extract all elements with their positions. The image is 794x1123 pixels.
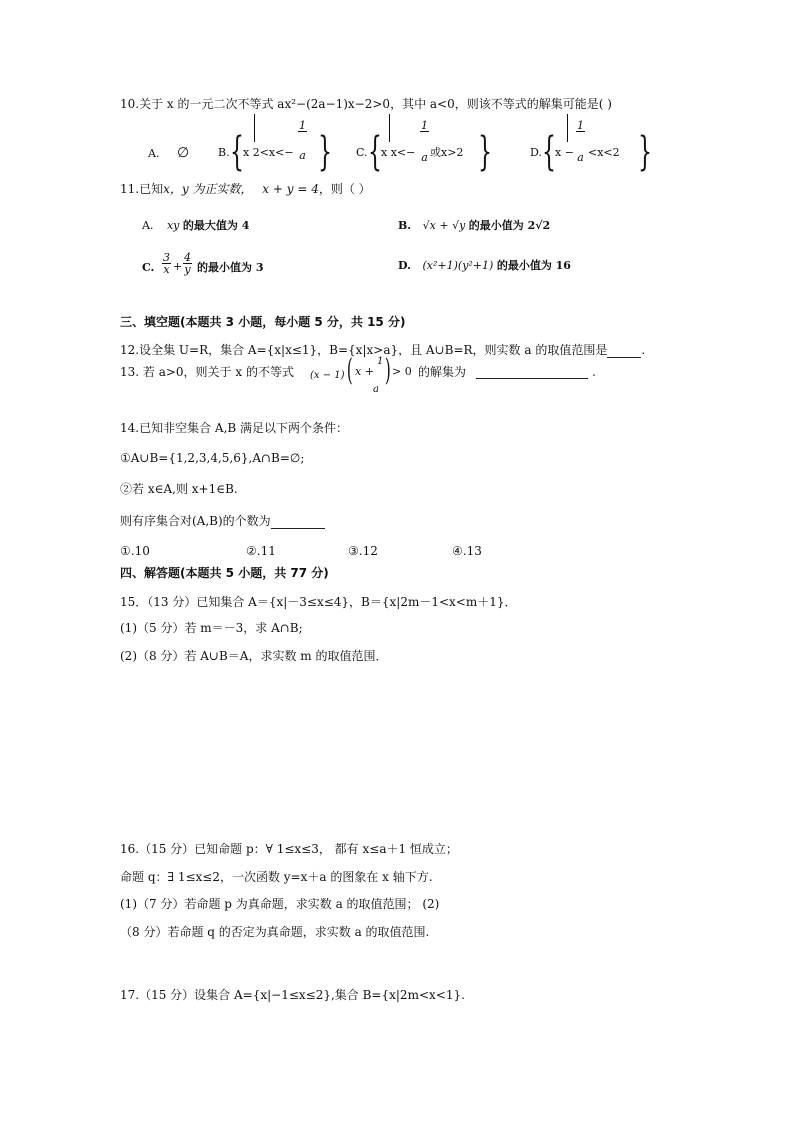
set-bar <box>254 114 255 142</box>
q14-condition-2: ②若 x∈A,则 x+1∈B. <box>120 482 238 496</box>
right-brace-icon: } <box>478 129 492 175</box>
q16-line-4: （8 分）若命题 q 的否定为真命题，求实数 a 的取值范围. <box>120 925 430 939</box>
q14-condition-1: ①A∪B={1,2,3,4,5,6},A∩B=∅; <box>120 451 305 465</box>
q10-stem: 10.关于 x 的一元二次不等式 ax²−(2a−1)x−2>0，其中 a<0，则该不等式的解集可能是( ) <box>120 97 612 111</box>
left-brace-icon: { <box>368 129 382 175</box>
q14-stem: 14.已知非空集合 A,B 满足以下两个条件： <box>120 421 349 435</box>
q11-option-b[interactable]: B. √x + √y 的最小值为 2√2 <box>398 219 551 232</box>
q11-option-d[interactable]: D. (x²+1)(y²+1) 的最小值为 16 <box>398 259 571 272</box>
left-brace-icon: { <box>230 129 244 175</box>
q15-stem: 15．（13 分）已知集合 A＝{x|－3≤x≤4}，B＝{x|2m－1<x<m＋1}． <box>120 595 517 609</box>
q15-part-2: (2)（8 分）若 A∪B＝A，求实数 m 的取值范围． <box>120 649 388 663</box>
q14-choice-2[interactable]: ②.11 <box>246 544 276 558</box>
section-4-heading: 四、解答题(本题共 5 小题，共 77 分) <box>120 566 329 580</box>
q17: 17.（15 分）设集合 A={x|−1≤x≤2},集合 B={x|2m<x<1}. <box>120 988 465 1002</box>
answer-blank[interactable] <box>607 345 641 358</box>
q16-line-3: (1)（7 分）若命题 p 为真命题，求实数 a 的取值范围； (2) <box>120 897 440 911</box>
q12: 12.设全集 U=R，集合 A={x|x≤1}，B={x|x>a}，且 A∪B=R，则实数 a 的取值范围是 . <box>120 343 646 357</box>
answer-blank[interactable] <box>476 366 588 379</box>
right-brace-icon: } <box>638 129 652 175</box>
answer-blank[interactable] <box>271 516 325 529</box>
q14-choice-4[interactable]: ④.13 <box>452 544 482 558</box>
q16-line-2: 命题 q：∃ 1≤x≤2，一次函数 y=x＋a 的图象在 x 轴下方. <box>120 870 433 884</box>
set-bar <box>389 114 390 142</box>
q14-ask: 则有序集合对(A,B)的个数为 <box>120 513 325 529</box>
q16-line-1: 16.（15 分）已知命题 p：∀ 1≤x≤3， 都有 x≤a＋1 恒成立； <box>120 842 458 856</box>
q14-choice-3[interactable]: ③.12 <box>348 544 378 558</box>
q11-stem: 11.已知x，y 为正实数， x + y = 4，则（ ） <box>120 182 371 196</box>
q11-option-a[interactable]: A. xy 的最大值为 4 <box>142 219 250 232</box>
left-brace-icon: { <box>542 129 556 175</box>
section-3-heading: 三、填空题(本题共 3 小题，每小题 5 分，共 15 分) <box>120 315 406 329</box>
q15-part-1: (1)（5 分）若 m＝－3，求 A∩B; <box>120 621 303 635</box>
q14-choice-1[interactable]: ①.10 <box>120 544 150 558</box>
right-brace-icon: } <box>318 129 332 175</box>
set-bar <box>567 114 568 142</box>
q10-option-a[interactable]: A. ∅ <box>148 145 190 161</box>
